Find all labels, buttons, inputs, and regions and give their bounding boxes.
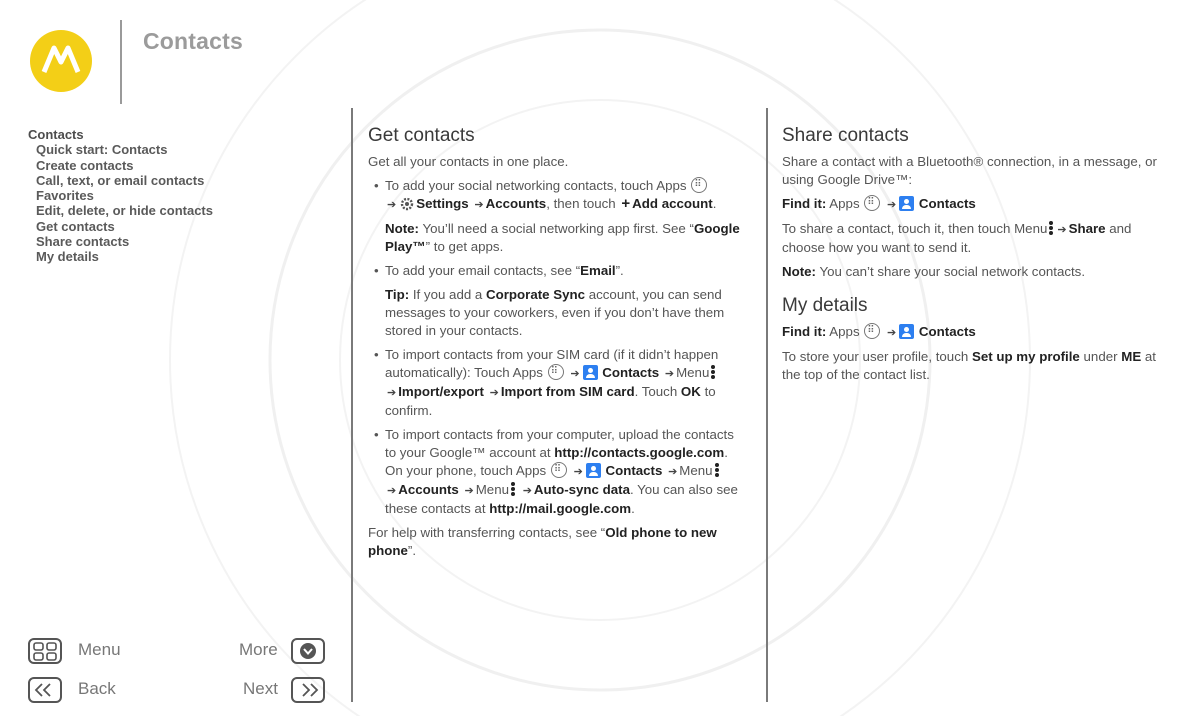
arrow-icon: ➔ <box>887 327 897 339</box>
tip: Tip: If you add a Corporate Sync account, you can send messages to your coworkers, even if you don’t have them stored in your contacts. <box>385 287 725 338</box>
list-item: • To add your social networking contacts, touch Apps ⠿ ➔ Settings ➔ Accounts, then touch + Add account. <box>368 177 748 214</box>
chevron-down-icon <box>293 640 323 662</box>
contacts-icon <box>583 365 598 380</box>
find-it: Find it: Apps ⠿ ➔ Contacts <box>782 195 1160 214</box>
email-link[interactable]: Email <box>580 263 616 278</box>
back-button[interactable] <box>28 677 62 703</box>
apps-icon <box>548 364 564 380</box>
motorola-logo <box>30 30 92 92</box>
section-title: Get contacts <box>368 125 475 146</box>
note: Note: You can’t share your social network contacts. <box>782 264 1086 279</box>
apps-icon <box>864 323 880 339</box>
double-chevron-right-icon <box>293 679 323 701</box>
next-button[interactable] <box>291 677 325 703</box>
contacts-icon <box>586 463 601 478</box>
list-item: • To add your email contacts, see “Email”. <box>368 262 748 280</box>
contacts-icon <box>899 324 914 339</box>
menu-icon <box>1049 221 1053 235</box>
list-item: • To import contacts from your computer, upload the contacts to your Google™ account at http://contacts.google.com. On your phone, touch Apps ⠿ ➔ Contacts ➔ Menu ➔ Accounts ➔ Menu ➔ Auto-sync data. You can also see these contacts at http://mail.google.com. <box>368 426 748 518</box>
menu-icon <box>711 365 715 379</box>
column-divider <box>351 108 353 702</box>
section-title: Share contacts <box>782 125 909 146</box>
share-instructions: To share a contact, touch it, then touch Menu ➔ Share and choose how you want to send it. <box>782 221 1132 255</box>
toc-item[interactable]: Create contacts <box>36 157 134 173</box>
plus-icon: + <box>621 195 631 212</box>
toc-item[interactable]: Favorites <box>36 188 94 204</box>
arrow-icon: ➔ <box>522 485 532 497</box>
get-contacts-section <box>368 125 748 566</box>
toc-heading[interactable]: Contacts <box>28 127 84 142</box>
apps-icon <box>691 177 707 193</box>
toc-item[interactable]: Get contacts <box>36 218 115 234</box>
menu-button[interactable] <box>28 638 62 664</box>
toc-item[interactable]: Quick start: Contacts <box>36 142 168 158</box>
toc-item[interactable]: My details <box>36 249 99 265</box>
find-it: Find it: Apps ⠿ ➔ Contacts <box>782 323 1160 342</box>
section-title: My details <box>782 295 868 316</box>
share-contacts-section <box>782 125 1160 390</box>
arrow-icon: ➔ <box>887 199 897 211</box>
toc-item[interactable]: Call, text, or email contacts <box>36 172 205 188</box>
toc-item[interactable]: Edit, delete, or hide contacts <box>36 203 213 219</box>
settings-icon <box>400 197 414 211</box>
contacts-url-link[interactable]: http://contacts.google.com <box>554 445 725 460</box>
list-item: • To import contacts from your SIM card (if it didn’t happen automatically): Touch Apps ⠿ ➔ Contacts ➔ Menu ➔ Import/export ➔ Import from SIM card. Touch OK to confirm. <box>368 346 748 420</box>
arrow-icon: ➔ <box>573 466 583 478</box>
arrow-icon: ➔ <box>387 387 397 399</box>
next-label[interactable]: Next <box>243 679 278 698</box>
intro-text: Share a contact with a Bluetooth® connection, in a message, or using Google Drive™: <box>782 154 1157 187</box>
mail-url-link[interactable]: http://mail.google.com <box>489 501 632 516</box>
double-chevron-left-icon <box>30 679 60 701</box>
apps-icon <box>551 462 567 478</box>
header-divider <box>120 20 122 104</box>
arrow-icon: ➔ <box>387 485 397 497</box>
arrow-icon: ➔ <box>668 466 678 478</box>
note: Note: You’ll need a social networking app first. See “Google Play™” to get apps. <box>385 221 740 254</box>
menu-label[interactable]: Menu <box>78 640 121 659</box>
profile-instructions: To store your user profile, touch Set up my profile under ME at the top of the contact list. <box>782 349 1156 382</box>
arrow-icon: ➔ <box>387 199 397 211</box>
menu-icon <box>715 463 719 477</box>
page-title: Contacts <box>143 28 244 54</box>
grid-icon <box>30 640 60 662</box>
column-divider <box>766 108 768 702</box>
apps-icon <box>864 195 880 211</box>
arrow-icon: ➔ <box>489 387 499 399</box>
toc-item[interactable]: Share contacts <box>36 234 130 250</box>
more-button[interactable] <box>291 638 325 664</box>
intro-text: Get all your contacts in one place. <box>368 154 569 169</box>
back-label[interactable]: Back <box>78 679 116 698</box>
arrow-icon: ➔ <box>1057 224 1067 236</box>
help-text: For help with transferring contacts, see “Old phone to new phone”. <box>368 525 717 558</box>
old-phone-link[interactable]: Old phone to new phone <box>368 525 717 558</box>
arrow-icon: ➔ <box>464 485 474 497</box>
arrow-icon: ➔ <box>570 368 580 380</box>
arrow-icon: ➔ <box>474 199 484 211</box>
google-play-link[interactable]: Google Play™ <box>385 221 740 254</box>
more-label[interactable]: More <box>239 640 278 659</box>
corporate-sync-link[interactable]: Corporate Sync <box>486 287 586 302</box>
menu-icon <box>511 482 515 496</box>
contacts-icon <box>899 196 914 211</box>
table-of-contents <box>28 127 213 265</box>
arrow-icon: ➔ <box>664 368 675 380</box>
